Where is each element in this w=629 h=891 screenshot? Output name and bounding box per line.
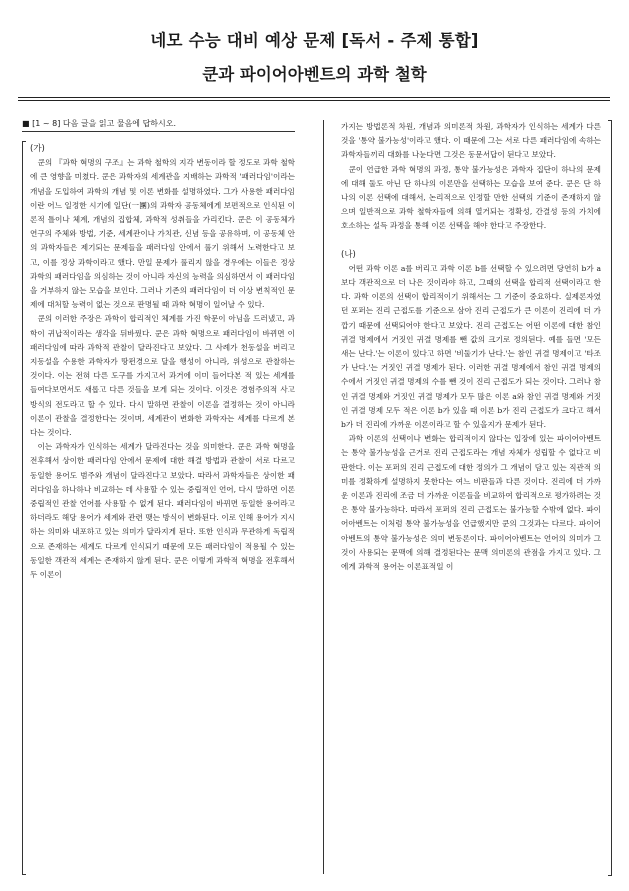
passage-ga-paragraph-2: 쿤의 이러한 주장은 과학이 합리적인 체계를 가진 학문이 아님을 드러냈고, 과학이 귀납적이라는 생각을 뒤바꿨다. 쿤은 과학 혁명으로 패러다임이 바뀌면 이 패러다임에 따라 과학적 관찰이 달라진다고 보았다. 그 사례가 천동설을 버리고 지동설을 수용한 과학자가 땅펀경으로 달을 행성이 아니라, 위성으로 관찰하는 것이다. 이는 전혀 다른 도구를 가지고서 과거에 이미 들어다본 적 있는 세계를 들여다보면서도 새롭고 다른 것들을 보게 되는 것이다. 이것은 경험주의적 사고방식의 전도라고 할 수 있다. 다시 말하면 관찰이 이론을 결정하는 것이 아니라 이론이 관찰을 결정한다는 것이며, 세계관이 변화한 과학자는 세계를 다르게 본다는 것이다. [30, 314, 295, 438]
page-title: 네모 수능 대비 예상 문제 [독서 - 주제 통합] [150, 31, 479, 50]
passage-gap [341, 234, 601, 248]
left-column [30, 142, 295, 582]
passage-na-paragraph-1: 어떤 과학 이론 a를 버리고 과학 이론 b를 선택할 수 있으려면 당연히 b가 a보다 객관적으로 더 나은 것이라야 하고, 그때의 선택을 합리적 선택이라고 한다. 과학 이론의 선택이 합리적이기 위해서는 그 기준이 중요하다. 실제론자였던 포퍼는 진리 근접도를 기준으로 삼아 진리 근접도가 큰 이론이 진리에 더 가깝기 때문에 선택되어야 한다고 보았다. 진리 근접도는 어떤 이론에 대한 참인 귀결 명제에서 거짓인 귀결 명제를 뺀 값의 크기로 정의된다. 예를 들면 '모든 새는 난다.'는 이론이 있다고 하면 '비둘기가 난다.'는 참인 귀결 명제이고 '타조가 난다.'는 거짓인 귀결 명제가 된다. 이러한 귀결 명제에서 참인 귀결 명제의 수에서 거짓인 귀결 명제의 수를 뺀 것이 진리 근접도가 되는 것이다. 그러나 참인 귀결 명제와 거짓인 귀결 명제가 모두 많은 이론 a와 참인 귀결 명제와 거짓인 귀결 명제 모두 적은 이론 b가 있을 때 이론 b가 진리 근접도가 크다고 해서 b가 더 진리에 가까운 이론이라고 할 수 있을지가 문제가 된다. [341, 263, 601, 430]
passage-ga-label: (가) [30, 144, 45, 154]
passage-na-label: (나) [341, 249, 356, 260]
passage-ga-continuation-2: 쿤이 언급한 과학 혁명의 과정, 통약 불가능성은 과학자 집단이 하나의 문제에 대해 둘도 아닌 단 하나의 이론만을 선택하는 모습을 보여 준다. 쿤은 단 하나의 이론 선택에 대해서, 논리적으로 인정할 만한 선택의 기준이 존재하지 않으며 일반적으로 과학 철학자들에 의해 열거되는 정확성, 간결성 등의 가치에 호소하는 설득 과정을 통해 이론 선택을 해야 한다고 주장한다. [341, 164, 601, 231]
page-subtitle: 쿤과 파이어아벤트의 과학 철학 [202, 65, 427, 84]
title-rule-top [18, 97, 610, 98]
instruction-text: ■ [1 ~ 8] 다음 글을 읽고 물음에 답하시오. [22, 119, 177, 128]
instruction-rule [22, 131, 295, 132]
passage-ga-paragraph-1: 쿤의 『과학 혁명의 구조』는 과학 철학의 지각 변동이라 할 정도로 과학 철학에 큰 영향을 미쳤다. 쿤은 과학자의 세계관을 지배하는 과학적 '패러다임'이라는 개념을 도입하여 과학의 개념 및 이론 변화를 설명하였다. 그가 사용한 패러다임이란 어느 일정한 시기에 일단(一團)의 과학자 공동체에게 보편적으로 인식된 이론적 틀이나 체계, 개념의 집합체, 과학적 성취들을 가리킨다. 쿤은 이 공동체가 연구의 주체와 방법, 기준, 세계관이나 가치관, 신념 등을 공유하며, 이 공동체 안의 과학자들은 제기되는 문제들을 패러다임 안에서 풀기 위해서 노력한다고 보고, 이를 정상 과학이라고 했다. 만일 문제가 풀리지 않을 경우에는 이들은 정상 과학의 패러다임을 의심하는 것이 아니라 자신의 능력을 의심하면서 이 패러다임을 거부하지 않는 모습을 보인다. 그러나 기존의 패러다임이 더 이상 변칙적인 문제에 대처할 능력이 없는 것으로 판명될 때 과학 혁명이 일어날 수 있다. [30, 158, 295, 310]
passage-ga-continuation-1: 가지는 방법론적 차원, 개념과 의미론적 차원, 과학자가 인식하는 세계가 다른 것을 '통약 불가능성'이라고 했다. 이 때문에 그는 서로 다른 패러다임에 속하는 과학자들끼리 대화를 나눈다면 그것은 동문서답이 된다고 보았다. [341, 122, 601, 160]
passage-na-paragraph-2: 과학 이론의 선택이나 변화는 합리적이지 않다는 입장에 있는 파이어아벤트는 통약 불가능성을 근거로 진리 근접도라는 개념 자체가 성립할 수 없다고 비판한다. 이는 포퍼의 진리 근접도에 대한 정의가 그 개념이 담고 있는 직관적 의미를 정확하게 설명하지 못한다는 여느 비판들과 다른 것이다. 진리에 더 가까운 이론과 진리에 조금 더 가까운 이론들을 비교하여 합리적으로 평가하려는 것은 통약 불가능하다. 따라서 포퍼의 진리 근접도는 불가능할 수밖에 없다. 파이어아벤트는 이처럼 통약 불가능성을 언급했지만 쿤의 그것과는 다르다. 파이어아벤트의 통약 불가능성은 의미 변동론이다. 파이어아벤트는 언어의 의미가 그것이 사용되는 문맥에 의해 결정된다는 문맥 의미론의 관점을 가지고 있다. 그에게 과학적 용어는 이론표적일 이 [341, 434, 601, 572]
right-column-bracket [608, 120, 612, 876]
column-divider [323, 120, 324, 874]
title-block [0, 30, 629, 86]
title-rule-bottom [18, 100, 610, 101]
left-column-bracket [22, 141, 26, 875]
right-column [341, 120, 601, 574]
passage-ga-paragraph-3: 이는 과학자가 인식하는 세계가 달라진다는 것을 의미한다. 쿤은 과학 혁명을 전후해서 상이한 패러다임 안에서 문제에 대한 해결 방법과 관찰이 서로 다르고 동일한 용어도 범주와 개념이 달라진다고 보았다. 따라서 과학자들은 상이한 패러다임을 하나하나 비교하는 데 사용할 수 있는 중립적인 언어, 다시 말하면 이론 중립적인 관찰 언어를 사용할 수 없게 된다. 패러다임이 바뀌면 동일한 용어라고 하더라도 해당 용어가 세계와 관련 맺는 방식이 변화된다. 이로 인해 용어가 지시하는 의미와 내포하고 있는 의미가 달라지게 된다. 또한 인식과 무관하게 독립적으로 존재하는 세계도 다르게 인식되기 때문에 모든 패러다임이 적용될 수 있는 동일한 객관적 세계는 존재하지 않게 된다. 쿤은 이렇게 과학적 혁명을 전후해서 두 이론이 [30, 442, 295, 580]
